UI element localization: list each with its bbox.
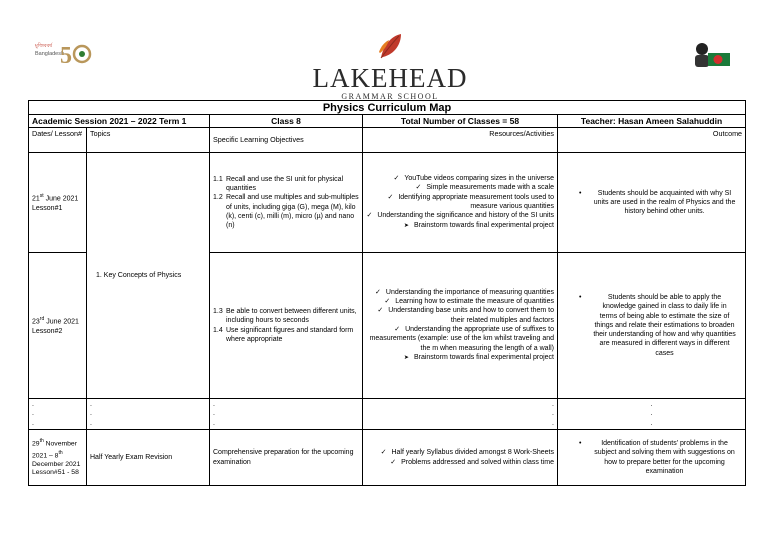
total-classes: Total Number of Classes = 58 <box>363 115 558 128</box>
resource-item: ✓ Understanding the appropriate use of suffixes to measurements (example: use of the km whilst traveling and the m when measuring the length of a wall) <box>366 325 554 353</box>
outcome-text: Identification of students' problems in the subject and solving them with suggestions on how to prepare better for the upcoming examination <box>594 439 735 475</box>
school-name: LAKEHEAD <box>312 63 468 93</box>
teacher-name: Teacher: Hasan Ameen Salahuddin <box>558 115 746 128</box>
ellipsis-cell: . . . <box>29 399 87 430</box>
bangladesh-50-logo <box>33 33 93 73</box>
objective-item: 1.2 Recall and use multiples and sub-multiples of units, including giga (G), mega (M), kilo (k), centi (c), milli (m), micro (µ) and nano (n) <box>213 194 359 230</box>
resource-item: ✓ Problems addressed and solved within class time <box>366 458 554 467</box>
resource-item: ✓ Learning how to estimate the measure of quantities <box>366 297 554 306</box>
objective-item: Comprehensive preparation for the upcoming examination <box>210 430 363 486</box>
lesson-date: 23rd June 2021 Lesson#2 <box>29 253 87 399</box>
objective-item: 1.3 Be able to convert between different units, including hours to seconds <box>213 307 357 325</box>
resources-cell <box>363 153 558 253</box>
outcome-text: Students should be able to apply the knowledge gained in class to daily life in terms of being able to estimate the size of things and relate their estimations to broaden their understanding of how and why quantities are measured in different ways in different cases <box>593 293 736 357</box>
leaf-icon <box>375 32 405 60</box>
page-title: Physics Curriculum Map <box>29 101 746 115</box>
ellipsis-cell: . . . <box>210 399 363 430</box>
outcome-cell: • Students should be able to apply the knowledge gained in class to daily life in terms of being able to estimate the size of things and relate their estimations to broaden their understanding of how and why quantities are measured in different ways in different cases <box>558 253 746 399</box>
objectives-cell <box>210 253 363 399</box>
resource-item: ✓ Understanding base units and how to convert them to their related multiples and factors <box>366 306 554 325</box>
ellipsis-cell: . . . <box>558 399 746 430</box>
outcome-cell: • Identification of students' problems in the subject and solving them with suggestions on how to prepare better for the upcoming examination <box>558 430 746 486</box>
topic-label: Half Yearly Exam Revision <box>87 430 210 486</box>
logo-left-text: Bangladesh <box>35 51 65 57</box>
resource-item: ➤ Brainstorm towards final experimental project <box>366 221 554 231</box>
header-topics: Topics <box>87 128 210 153</box>
topic-cell <box>87 153 210 399</box>
header-dates: Dates/ Lesson# <box>29 128 87 153</box>
academic-session: Academic Session 2021 – 2022 Term 1 <box>29 115 210 128</box>
header-objectives: Specific Learning Objectives <box>210 128 363 153</box>
ellipsis-cell: . . . <box>87 399 210 430</box>
objectives-cell <box>210 153 363 253</box>
lakehead-logo <box>300 32 480 100</box>
outcome-cell: • Students should be acquainted with why SI units are used in the realm of Physics and the history behind other units. <box>558 153 746 253</box>
class-label: Class 8 <box>210 115 363 128</box>
svg-text:5: 5 <box>60 43 72 69</box>
portrait-flag-logo <box>690 40 736 72</box>
topic-label: 1. Key Concepts of Physics <box>96 271 182 279</box>
resource-item: ✓ Simple measurements made with a scale <box>366 183 554 192</box>
objective-item: 1.1 Recall and use the SI unit for physical quantities <box>213 175 344 192</box>
table-row <box>29 399 746 430</box>
table-row <box>29 153 746 253</box>
outcome-text: Students should be acquainted with why SI units are used in the realm of Physics and the history behind other units. <box>593 189 736 216</box>
resource-item: ➤ Brainstorm towards final experimental project <box>366 353 554 363</box>
resource-item: ✓ YouTube videos comparing sizes in the universe <box>366 174 554 183</box>
resources-cell <box>363 253 558 399</box>
svg-text:মুজিববর্ষ: মুজিববর্ষ <box>35 43 53 49</box>
school-subtitle: GRAMMAR SCHOOL <box>341 92 439 101</box>
ellipsis-cell: . . . <box>363 399 558 430</box>
resource-item: ✓ Half yearly Syllabus divided amongst 8 Work-Sheets <box>366 448 554 457</box>
resources-cell <box>363 430 558 486</box>
lesson-date: 21st June 2021 Lesson#1 <box>29 153 87 253</box>
lesson-date: 29th November 2021 – 8th December 2021 Lesson#51 - 58 <box>29 430 87 486</box>
resource-item: ✓ Understanding the importance of measuring quantities <box>366 288 554 297</box>
table-row <box>29 430 746 486</box>
curriculum-table <box>28 100 746 486</box>
objective-item: 1.4 Use significant figures and standard form where appropriate <box>213 326 354 343</box>
resource-item: ✓ Identifying appropriate measurement tools used to measure various quantities <box>366 193 554 212</box>
header-outcome: Outcome <box>558 128 746 153</box>
header-resources: Resources/Activities <box>363 128 558 153</box>
resource-item: ✓ Understanding the significance and history of the SI units <box>366 211 554 220</box>
